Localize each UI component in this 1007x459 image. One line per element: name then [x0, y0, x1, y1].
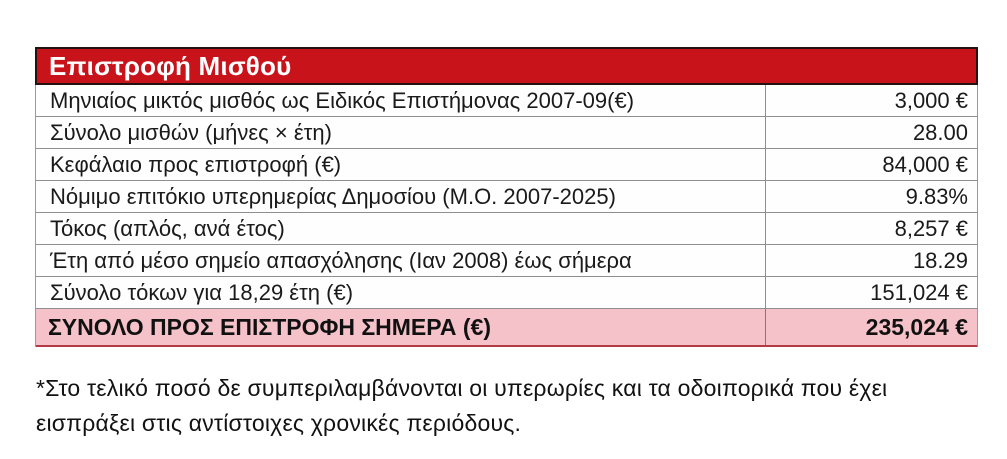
row-label: Σύνολο μισθών (μήνες × έτη)	[50, 119, 332, 145]
total-row	[36, 309, 977, 347]
row-label: Σύνολο τόκων για 18,29 έτη (€)	[50, 279, 354, 305]
table-row	[36, 277, 977, 309]
row-value: 151,024 €	[765, 277, 977, 308]
table-row	[36, 213, 977, 245]
row-value: 28.00	[765, 117, 977, 148]
table-row	[36, 149, 977, 181]
row-label: Μηνιαίος μικτός μισθός ως Ειδικός Επιστήμονας 2007-09(€)	[50, 87, 635, 113]
total-value: 235,024 €	[765, 309, 977, 345]
table-row	[36, 245, 977, 277]
table-row	[36, 181, 977, 213]
row-value: 18.29	[765, 245, 977, 276]
row-label: Κεφάλαιο προς επιστροφή (€)	[50, 151, 342, 177]
row-value: 3,000 €	[765, 85, 977, 116]
total-label: ΣΥΝΟΛΟ ΠΡΟΣ ΕΠΙΣΤΡΟΦΗ ΣΗΜΕΡΑ (€)	[48, 313, 492, 340]
row-label: Νόμιμο επιτόκιο υπερημερίας Δημοσίου (Μ.Ο. 2007-2025)	[50, 183, 616, 209]
table-row	[36, 85, 977, 117]
row-value: 9.83%	[765, 181, 977, 212]
salary-refund-table	[35, 47, 978, 347]
footnote-text: *Στο τελικό ποσό δε συμπεριλαμβάνονται οι υπερωρίες και τα οδοιπορικά που έχει εισπράξει στις αντίστοιχες χρονικές περιόδους.	[36, 375, 888, 436]
row-label: Τόκος (απλός, ανά έτος)	[50, 215, 285, 241]
row-label: Έτη από μέσο σημείο απασχόλησης (Ιαν 2008) έως σήμερα	[50, 247, 632, 273]
table-row	[36, 117, 977, 149]
table-title: Επιστροφή Μισθού	[49, 50, 292, 81]
row-value: 8,257 €	[765, 213, 977, 244]
table-title-row	[35, 47, 978, 85]
row-value: 84,000 €	[765, 149, 977, 180]
